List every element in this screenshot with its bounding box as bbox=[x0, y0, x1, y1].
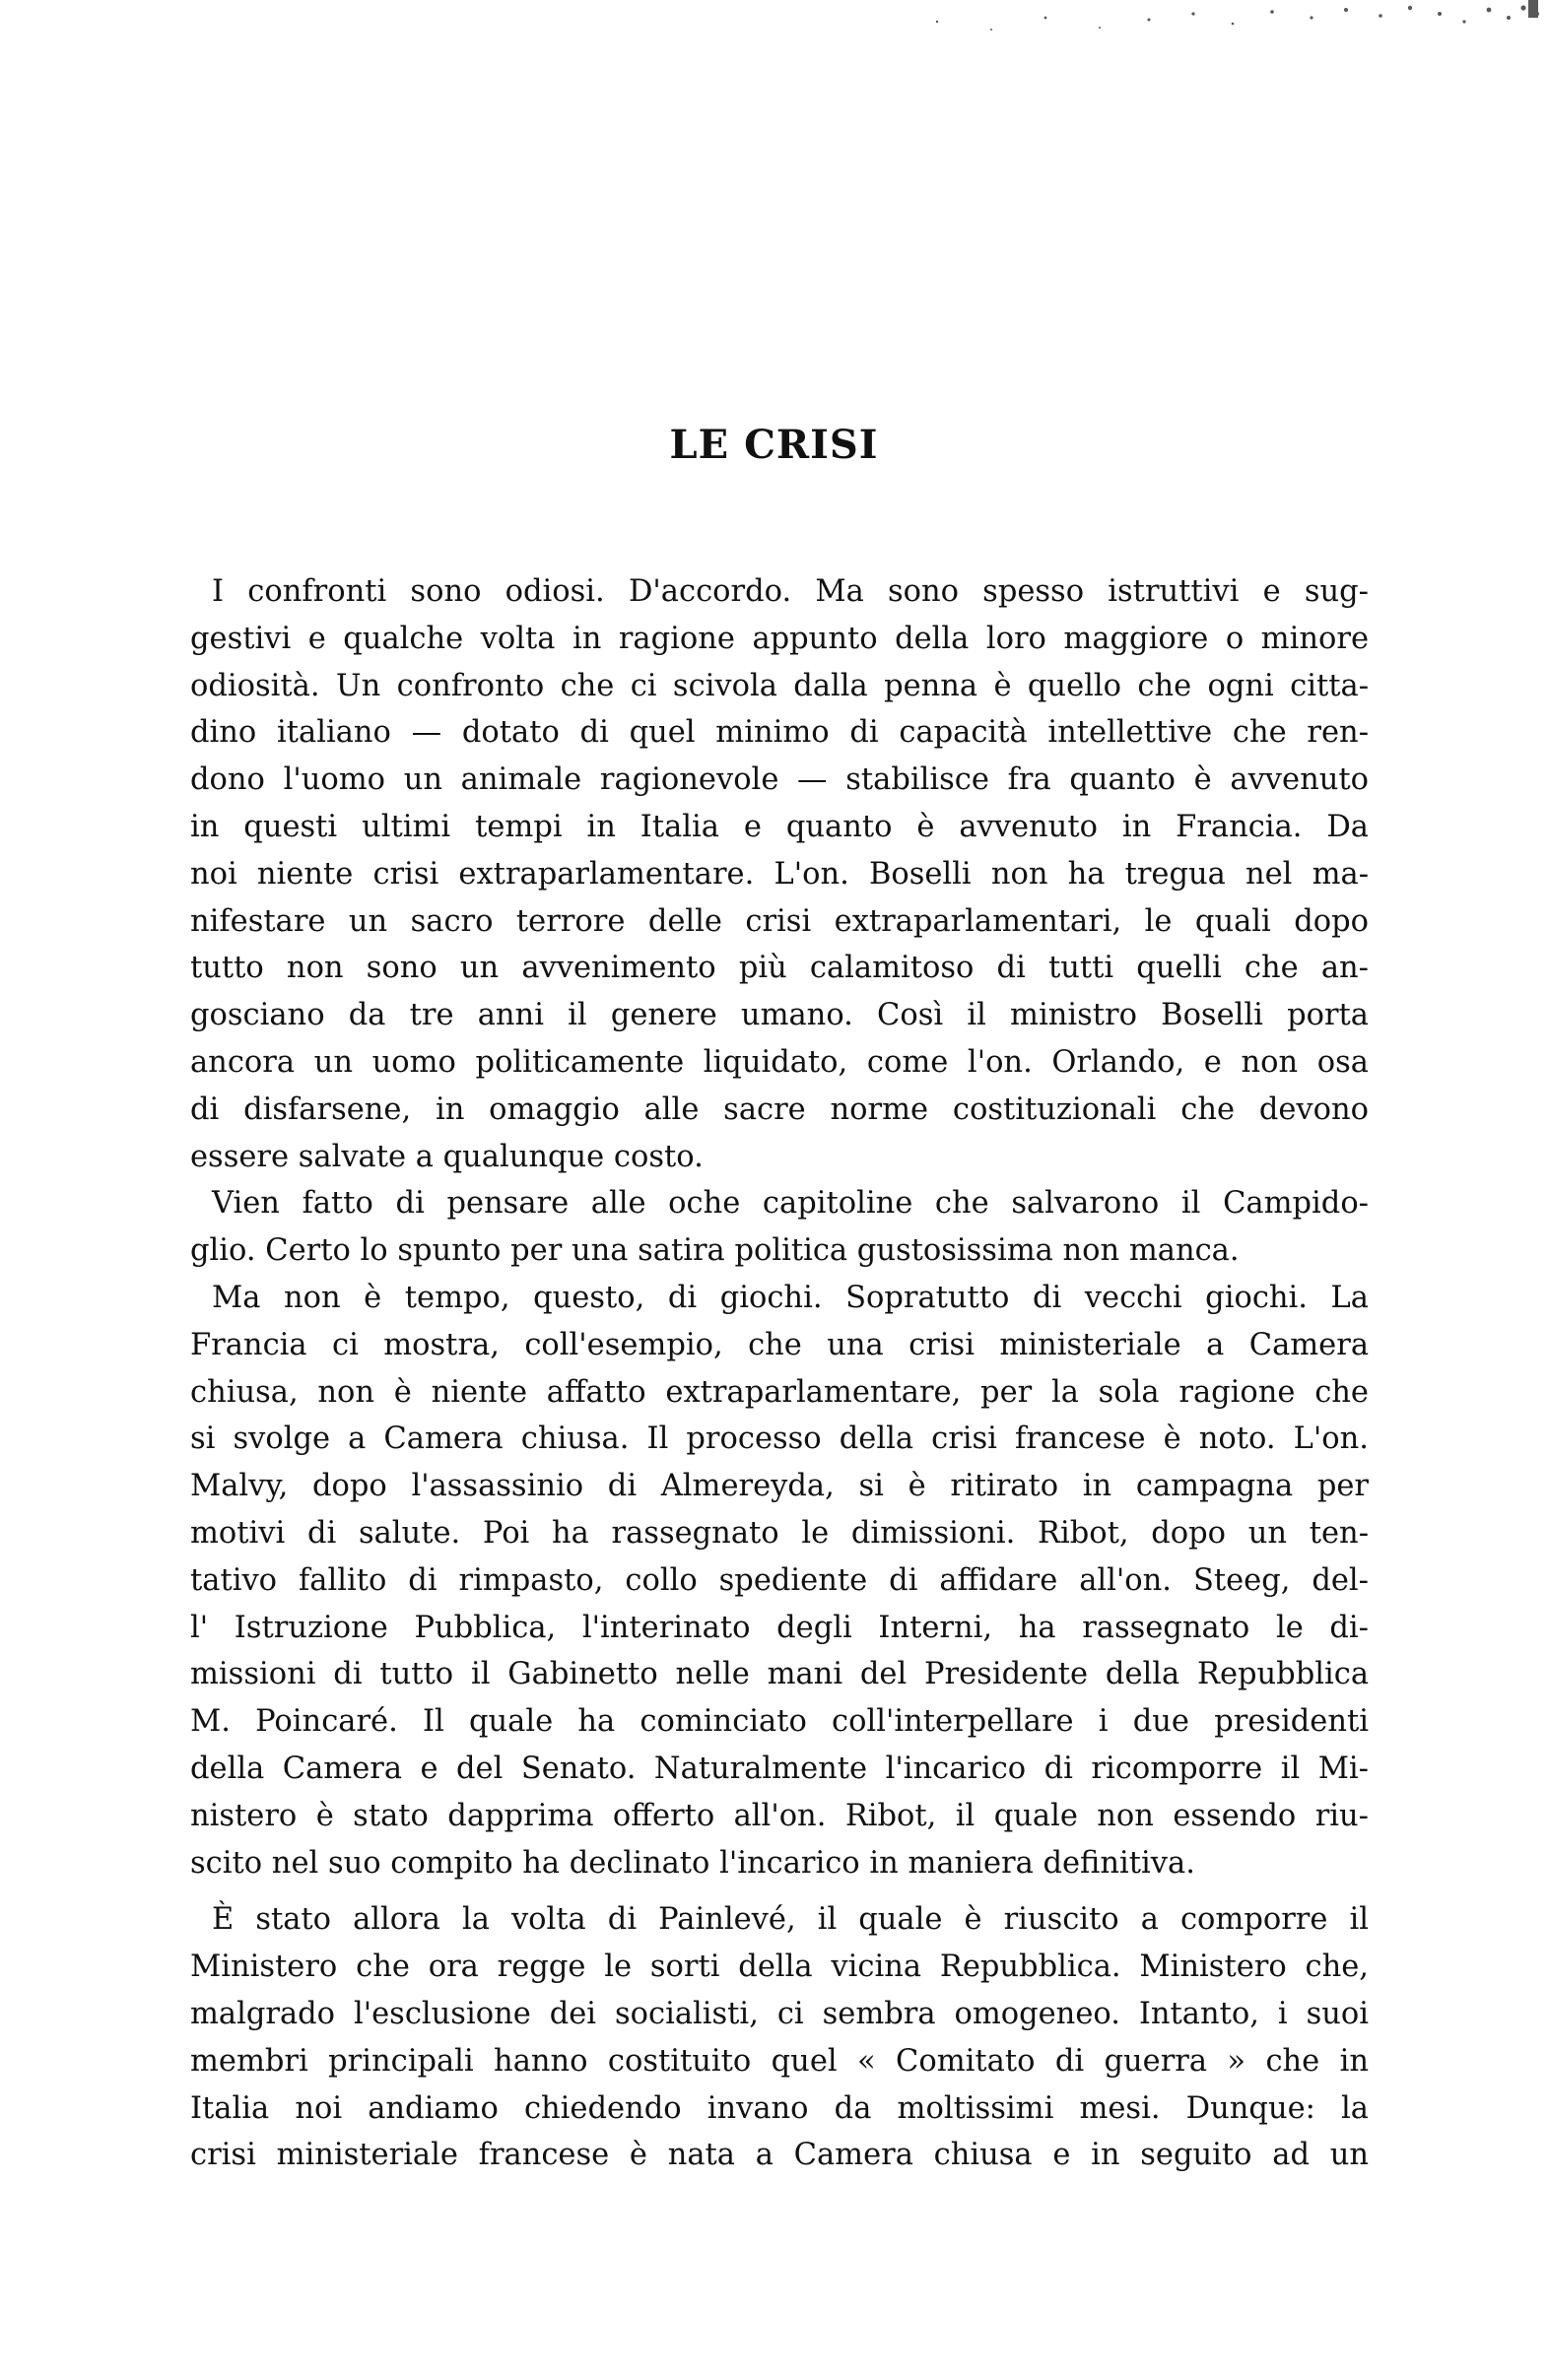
text-line: Italia noi andiamo chiedendo invano da moltissimi mesi. Dunque: la bbox=[190, 2090, 1369, 2126]
text-line: noi niente crisi extraparlamentare. L'on. Boselli non ha tregua nel ma- bbox=[190, 856, 1369, 892]
paragraph-gap bbox=[190, 1886, 1369, 1896]
text-line: M. Poincaré. Il quale ha cominciato coll'interpellare i due presidenti bbox=[190, 1704, 1369, 1740]
text-line: della Camera e del Senato. Naturalmente l'incarico di ricomporre il Mi- bbox=[190, 1751, 1369, 1786]
text-line: Ma non è tempo, questo, di giochi. Sopratutto di vecchi giochi. La bbox=[212, 1280, 1369, 1315]
text-line: odiosità. Un confronto che ci scivola dalla penna è quello che ogni citta- bbox=[190, 668, 1369, 703]
text-line: È stato allora la volta di Painlevé, il quale è riuscito a comporre il bbox=[212, 1902, 1369, 1938]
text-line: Francia ci mostra, coll'esempio, che una crisi ministeriale a Camera bbox=[190, 1327, 1369, 1362]
text-line: l' Istruzione Pubblica, l'interinato degli Interni, ha rassegnato le di- bbox=[190, 1610, 1369, 1645]
text-line: glio. Certo lo spunto per una satira politica gustosissima non manca. bbox=[190, 1233, 1240, 1269]
paragraph-4 bbox=[190, 1896, 1369, 2179]
page-title: LE CRISI bbox=[669, 422, 879, 468]
text-line: nistero è stato dapprima offerto all'on. Ribot, il quale non essendo riu- bbox=[190, 1798, 1369, 1833]
text-line: nifestare un sacro terrore delle crisi extraparlamentari, le quali dopo bbox=[190, 903, 1369, 939]
text-line: membri principali hanno costituito quel « Comitato di guerra » che in bbox=[190, 2043, 1369, 2079]
text-line: si svolge a Camera chiusa. Il processo della crisi francese è noto. L'on. bbox=[190, 1421, 1369, 1457]
text-line: in questi ultimi tempi in Italia e quanto è avvenuto in Francia. Da bbox=[190, 809, 1369, 844]
scan-noise-decoration bbox=[898, 0, 1548, 59]
text-line: di disfarsene, in omaggio alle sacre norme costituzionali che devono bbox=[190, 1091, 1369, 1127]
text-line: Ministero che ora regge le sorti della vicina Repubblica. Ministero che, bbox=[190, 1950, 1369, 1985]
text-line: malgrado l'esclusione dei socialisti, ci sembra omogeneo. Intanto, i suoi bbox=[190, 1996, 1369, 2031]
text-line: crisi ministeriale francese è nata a Camera chiusa e in seguito ad un bbox=[190, 2138, 1369, 2173]
text-line: Vien fatto di pensare alle oche capitoline che salvarono il Campido- bbox=[212, 1186, 1369, 1222]
text-line: gosciano da tre anni il genere umano. Così il ministro Boselli porta bbox=[190, 998, 1369, 1033]
paragraph-3 bbox=[190, 1275, 1369, 1886]
paragraph-1 bbox=[190, 568, 1369, 1180]
text-line: motivi di salute. Poi ha rassegnato le dimissioni. Ribot, dopo un ten- bbox=[190, 1515, 1369, 1551]
body-text bbox=[190, 568, 1369, 2179]
text-line: gestivi e qualche volta in ragione appunto della loro maggiore o minore bbox=[190, 621, 1369, 656]
text-line: dono l'uomo un animale ragionevole — stabilisce fra quanto è avvenuto bbox=[190, 762, 1369, 798]
text-line: tutto non sono un avvenimento più calamitoso di tutti quelli che an- bbox=[190, 951, 1369, 986]
text-line: scito nel suo compito ha declinato l'incarico in maniera definitiva. bbox=[190, 1845, 1195, 1881]
text-line: missioni di tutto il Gabinetto nelle mani del Presidente della Repubblica bbox=[190, 1657, 1369, 1692]
text-line: tativo fallito di rimpasto, collo spediente di affidare all'on. Steeg, del- bbox=[190, 1562, 1369, 1598]
text-line: Malvy, dopo l'assassinio di Almereyda, si è ritirato in campagna per bbox=[190, 1469, 1369, 1504]
text-line: dino italiano — dotato di quel minimo di capacità intellettive che ren- bbox=[190, 715, 1369, 751]
paragraph-2 bbox=[190, 1180, 1369, 1275]
text-line: chiusa, non è niente affatto extraparlamentare, per la sola ragione che bbox=[190, 1374, 1369, 1410]
text-line: ancora un uomo politicamente liquidato, come l'on. Orlando, e non osa bbox=[190, 1044, 1369, 1080]
text-line: essere salvate a qualunque costo. bbox=[190, 1139, 704, 1174]
text-line: I confronti sono odiosi. D'accordo. Ma sono spesso istruttivi e sug- bbox=[212, 574, 1369, 609]
